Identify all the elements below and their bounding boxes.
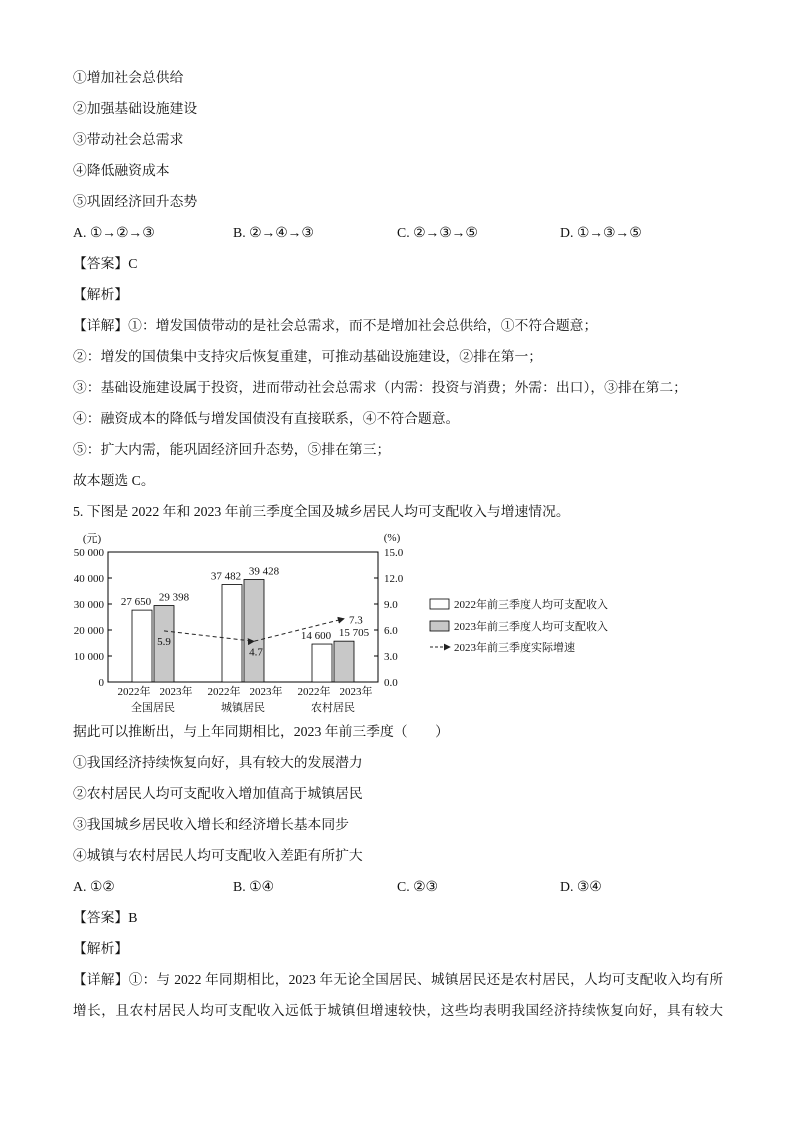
growth-rate-label: 4.7 — [249, 646, 263, 659]
x-tick-label-2023: 2023年 — [339, 686, 373, 698]
q5-option-a: A. ①② — [73, 879, 115, 894]
q5-stem: 5. 下图是 2022 年和 2023 年前三季度全国及城乡居民人均可支配收入与增速情况。 — [73, 504, 570, 519]
legend-label: 2022年前三季度人均可支配收入 — [454, 599, 608, 611]
right-axis-tick-label: 12.0 — [384, 573, 404, 585]
q4-explanation-line: 【详解】①：增发国债带动的是社会总需求，而不是增加社会总供给，①不符合题意； — [73, 318, 598, 333]
q4-option-d: D. ①→③→⑤ — [560, 225, 642, 240]
q5-option-d: D. ③④ — [560, 879, 602, 894]
bar-value-label: 15 705 — [338, 627, 370, 640]
income-chart — [73, 527, 753, 716]
q4-statement-4: ④降低融资成本 — [73, 163, 170, 178]
x-tick-label-2022: 2022年 — [207, 686, 241, 698]
q5-prompt: 据此可以推断出，与上年同期相比，2023 年前三季度（ ） — [73, 724, 449, 739]
x-tick-label-2023: 2023年 — [159, 686, 193, 698]
q4-option-c: C. ②→③→⑤ — [397, 225, 478, 240]
q4-option-b: B. ②→④→③ — [233, 225, 314, 240]
left-axis-unit: (元) — [82, 533, 102, 545]
income-bar — [132, 610, 152, 682]
q5-explanation-line: 【详解】①：与 2022 年同期相比，2023 年无论全国居民、城镇居民还是农村居民，人均可支配收入均有所 — [73, 972, 723, 987]
q5-statement-3: ③我国城乡居民收入增长和经济增长基本同步 — [73, 817, 349, 832]
legend-swatch — [430, 599, 449, 609]
group-label: 城镇居民 — [221, 702, 265, 714]
x-tick-label-2022: 2022年 — [297, 686, 331, 698]
income-bar — [222, 585, 242, 682]
left-axis-tick-label: 10 000 — [73, 651, 104, 663]
growth-rate-label: 7.3 — [349, 614, 363, 627]
answer-label: 【答案】 — [73, 910, 129, 925]
left-axis-tick-label: 30 000 — [73, 599, 104, 611]
x-tick-label-2022: 2022年 — [117, 686, 151, 698]
bar-value-label: 37 482 — [210, 570, 242, 583]
left-axis-tick-label: 20 000 — [73, 625, 104, 637]
q4-conclusion: 故本题选 C。 — [73, 473, 155, 488]
bar-value-label: 14 600 — [300, 630, 332, 643]
right-axis-tick-label: 15.0 — [384, 547, 404, 559]
q5-answer — [73, 902, 753, 933]
q5-analysis-label: 【解析】 — [73, 941, 129, 956]
q5-options — [73, 871, 753, 902]
q4-statement-3: ③带动社会总需求 — [73, 132, 184, 147]
q5-statement-1: ①我国经济持续恢复向好，具有较大的发展潜力 — [73, 755, 363, 770]
answer-value: B — [128, 910, 138, 925]
legend-label: 2023年前三季度人均可支配收入 — [454, 621, 608, 633]
answer-value: C — [128, 256, 138, 271]
right-axis-tick-label: 0.0 — [384, 677, 398, 689]
x-tick-label-2023: 2023年 — [249, 686, 283, 698]
q4-statement-5: ⑤巩固经济回升态势 — [73, 194, 198, 209]
q4-explanation-line: ⑤：扩大内需，能巩固经济回升态势，⑤排在第三； — [73, 442, 391, 457]
left-axis-tick-label: 50 000 — [73, 547, 104, 559]
q5-option-b: B. ①④ — [233, 879, 274, 894]
legend-swatch — [430, 621, 449, 631]
bar-value-label: 29 398 — [158, 591, 190, 604]
q5-explanation-line: 增长，且农村居民人均可支配收入远低于城镇但增速较快，这些均表明我国经济持续恢复向好，具有较大 — [73, 1003, 723, 1018]
growth-rate-label: 5.9 — [157, 635, 171, 648]
right-axis-tick-label: 9.0 — [384, 599, 398, 611]
income-bar — [244, 579, 264, 682]
q4-explanation-line: ②：增发的国债集中支持灾后恢复重建，可推动基础设施建设，②排在第一； — [73, 349, 543, 364]
group-label: 全国居民 — [131, 702, 175, 714]
income-bar — [334, 641, 354, 682]
income-chart-svg — [0, 527, 680, 716]
q4-statement-1: ①增加社会总供给 — [73, 70, 184, 85]
q4-statement-2: ②加强基础设施建设 — [73, 101, 198, 116]
q5-statement-2: ②农村居民人均可支配收入增加值高于城镇居民 — [73, 786, 363, 801]
q4-options — [73, 217, 753, 248]
income-bar — [312, 644, 332, 682]
right-axis-tick-label: 3.0 — [384, 651, 398, 663]
right-axis-unit: (%) — [383, 532, 401, 544]
right-axis-tick-label: 6.0 — [384, 625, 398, 637]
left-axis-tick-label: 0 — [98, 677, 104, 689]
bar-value-label: 27 650 — [120, 596, 152, 609]
q4-explanation-line: ④：融资成本的降低与增发国债没有直接联系，④不符合题意。 — [73, 411, 460, 426]
q5-statement-4: ④城镇与农村居民人均可支配收入差距有所扩大 — [73, 848, 363, 863]
group-label: 农村居民 — [311, 702, 355, 714]
bar-value-label: 39 428 — [248, 565, 280, 578]
left-axis-tick-label: 40 000 — [73, 573, 104, 585]
legend-label: 2023年前三季度实际增速 — [454, 642, 575, 654]
q4-option-a: A. ①→②→③ — [73, 225, 155, 240]
answer-label: 【答案】 — [73, 256, 129, 271]
q4-analysis-label: 【解析】 — [73, 287, 129, 302]
q4-explanation-line: ③：基础设施建设属于投资，进而带动社会总需求（内需：投资与消费；外需：出口），③排在第二； — [73, 380, 687, 395]
page-content — [73, 62, 753, 1026]
q5-option-c: C. ②③ — [397, 879, 438, 894]
q4-answer — [73, 248, 753, 279]
